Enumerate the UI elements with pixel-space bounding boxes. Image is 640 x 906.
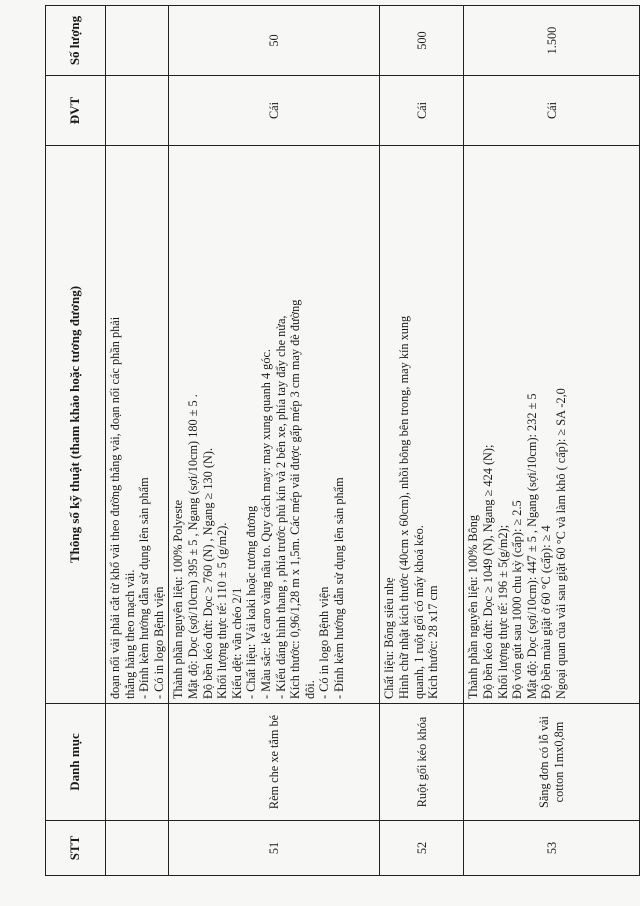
header-so-luong: Số lượng <box>46 6 106 76</box>
cell-qty: 500 <box>380 6 464 76</box>
cell-spec <box>380 146 464 704</box>
cell-spec <box>464 146 640 704</box>
spec-line: - Có in logo Bệnh viện <box>151 586 166 699</box>
table-row <box>169 6 380 876</box>
spec-line: - Có in logo Bệnh viện <box>317 586 332 699</box>
name-line: Săng đơn có lỗ vải <box>537 716 552 808</box>
header-stt: STT <box>46 821 106 876</box>
spec-line: - Chất liệu: Vải kaki hoặc tương đương <box>244 505 259 699</box>
spec-line: Ngoại quan của vải sau giặt 60 °C và làm khô ( cấp): ≥ SA -2,0 <box>553 388 568 699</box>
spec-line: Độ vón gút sau 1000 chu kỳ (cấp): ≥ 2.5 <box>510 500 525 699</box>
header-thong-so: Thông số kỹ thuật (tham khảo hoặc tương đương) <box>46 146 106 704</box>
spec-line: - Kiểu dáng hình thang , phía trước phủ kín và 2 bên xe, phía tay đẩy che nửa, <box>273 315 288 699</box>
spec-line: Khối lượng thực tế: 196 ± 5(g/m2); <box>495 524 510 699</box>
spec-line: quanh, 1 ruột gối có máy khoá kéo. <box>411 525 426 699</box>
cell-unit: Cái <box>464 76 640 146</box>
cell-stt <box>106 821 169 876</box>
cell-stt: 52 <box>380 821 464 876</box>
cell-unit <box>106 76 169 146</box>
spec-line: Kiểu dệt: vân chéo 2/1 <box>229 587 244 699</box>
cell-name: Rèm che xe tắm bé <box>169 704 380 821</box>
spec-line: Độ bền màu giặt ở 60 °C (cấp): ≥ 4 <box>539 525 554 699</box>
spec-line: Kích thước: 28 x17 cm <box>426 585 441 699</box>
spec-line: thẳng hàng theo mạch vải. <box>122 569 137 699</box>
cell-spec <box>169 146 380 704</box>
spec-line: Kích thước: 0,96/1,28 m x 1,5m. Các mép vải được gấp mép 3 cm may đè đường <box>288 299 303 699</box>
cell-name: Ruột gối kéo khóa <box>380 704 464 821</box>
cell-unit: Cái <box>169 76 380 146</box>
header-dvt: ĐVT <box>46 76 106 146</box>
cell-stt: 53 <box>464 821 640 876</box>
spec-line: Hình chữ nhật kích thước (40cm x 60cm), nhồi bông bên trong, may kín xung <box>396 315 411 699</box>
spec-line: Thành phần nguyên liệu: 100% Bông <box>466 514 481 699</box>
header-danh-muc: Danh mục <box>46 704 106 821</box>
spec-line: đoạn nối vải phải cắt từ khổ vải theo đường thẳng vải, đoạn nối các phần phải <box>108 316 122 699</box>
spec-table <box>45 5 640 876</box>
spec-line: - Đính kèm hướng dẫn sử dụng lên sản phẩm <box>137 477 152 699</box>
cell-qty: 50 <box>169 6 380 76</box>
header-row <box>46 6 106 876</box>
cell-stt: 51 <box>169 821 380 876</box>
spec-line: Thành phần nguyên liệu: 100% Polyeste <box>171 499 186 699</box>
table-row-continuation <box>106 6 169 876</box>
spec-line: Độ bền kéo đứt: Dọc ≥ 1049 (N), Ngang ≥ 424 (N); <box>480 444 495 699</box>
table-row <box>464 6 640 876</box>
spec-line: Mật độ: Dọc (sợi/10cm): 447 ± 5 , Ngang (sợi/10cm): 232 ± 5 <box>524 393 539 699</box>
cell-unit: Cái <box>380 76 464 146</box>
spec-line: Khối lượng thực tế: 110 ± 5 (g/m2). <box>215 522 230 699</box>
cell-name <box>464 704 640 821</box>
spec-line: Chất liệu: Bông siêu nhẹ <box>382 577 397 699</box>
table-row <box>380 6 464 876</box>
spec-line: - Màu sắc: kẻ caro vàng nâu to. Quy cách may: may xung quanh 4 góc. <box>258 348 273 699</box>
spec-line: Độ bền kéo đứt: Dọc ≥ 760 (N) , Ngang ≥ 130 (N). <box>200 447 215 699</box>
spec-line: - Đính kèm hướng dẫn sử dụng lên sản phẩm <box>331 477 346 699</box>
spec-line: đôi. <box>302 680 317 699</box>
spec-line: Mật độ: Dọc (sợi/10cm) 395 ± 5 , Ngang (sợi/10cm) 180 ± 5 . <box>185 394 200 699</box>
name-line: cotton 1mx0,8m <box>551 721 566 803</box>
cell-qty: 1.500 <box>464 6 640 76</box>
cell-name <box>106 704 169 821</box>
cell-qty <box>106 6 169 76</box>
cell-spec <box>106 146 169 704</box>
